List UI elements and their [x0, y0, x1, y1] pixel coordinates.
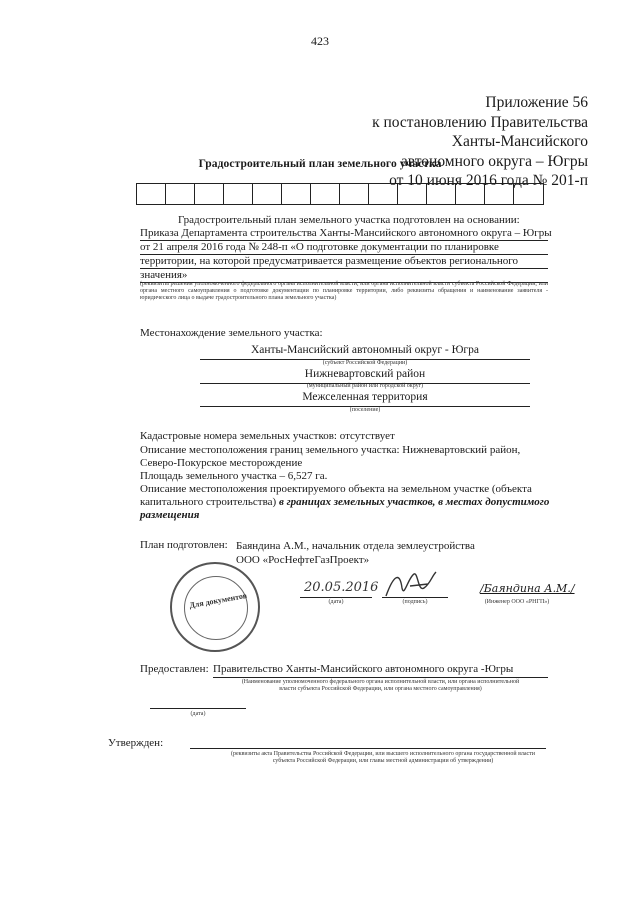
plot-area: Площадь земельного участка – 6,527 га. [140, 470, 328, 482]
approved-line [190, 748, 546, 749]
presented-label: Предоставлен: [140, 663, 209, 675]
number-cell [311, 184, 340, 204]
location-label: Местонахождение земельного участка: [140, 327, 323, 339]
approved-caption: (реквизиты акта Правительства Российской Федерации, или высшего исполнительного органа государственной власти [230, 751, 536, 757]
page-number: 423 [311, 34, 329, 48]
basis-line: Приказа Департамента строительства Ханты-Мансийского автономного округа – Югры [140, 227, 552, 239]
number-cell [398, 184, 427, 204]
plan-number-cells [136, 183, 544, 205]
appendix-line: Ханты-Мансийского [451, 133, 588, 150]
appendix-line: от 10 июня 2016 года № 201-п [389, 172, 588, 189]
presented-caption: (Наименование уполномоченного федерального органа исполнительной власти, или органа исполнительной [241, 679, 520, 685]
handwritten-date: 20.05.2016 [304, 580, 379, 595]
approved-label: Утвержден: [108, 737, 164, 749]
basis-line: от 21 апреля 2016 года № 248-п «О подготовке документации по планировке [140, 240, 548, 255]
signer-name: /Баяндина А.М./ [480, 582, 575, 595]
number-cell [485, 184, 514, 204]
object-description-emphasis-end: размещения [140, 509, 200, 521]
signature-caption: (подпись) [402, 599, 428, 605]
location-settlement: Межселенная территория [200, 391, 530, 407]
basis-intro: Градостроительный план земельного участка подготовлен на основании: [178, 214, 520, 226]
number-cell [282, 184, 311, 204]
date-line [300, 597, 372, 598]
number-cell [427, 184, 456, 204]
location-settlement-caption: (поселение) [349, 407, 381, 413]
document-title: Градостроительный план земельного участка [198, 158, 442, 170]
location-district-caption: (муниципальный район или городской округ) [306, 383, 424, 389]
location-district: Нижневартовский район [200, 368, 530, 384]
date-caption: (дата) [328, 599, 344, 605]
appendix-line: Приложение 56 [485, 94, 588, 111]
signature-line [382, 597, 448, 598]
appendix-line: к постановлению Правительства [372, 113, 588, 131]
company-seal [170, 562, 260, 652]
number-cell [253, 184, 282, 204]
cadastral-numbers: Кадастровые номера земельных участков: отсутствует [140, 430, 395, 442]
appendix-line: автономного округа – Югры [400, 152, 588, 170]
number-cell [224, 184, 253, 204]
basis-line: территории, на которой предусматривается размещение объектов регионального [140, 254, 548, 269]
basis-line: значения» [140, 268, 548, 283]
number-cell [137, 184, 166, 204]
number-cell [369, 184, 398, 204]
object-description-cont [140, 496, 549, 510]
basis-caption: (реквизиты решения уполномоченного федерального органа исполнительной власти, или органа исполнительной власти субъекта Российской Федерации, или органа местного самоуправления о подготовке документации по планировке территории, либо реквизиты обращения и наименование заявителя - юридического лица о выдаче градостроительного плана земельного участка) [140, 281, 548, 301]
location-subject-caption: (субъект Российской Федерации) [322, 360, 408, 366]
prepared-by [236, 539, 475, 567]
number-cell [166, 184, 195, 204]
presented-date-line [150, 708, 246, 709]
prepared-person: Баяндина А.М., начальник отдела землеустройства [236, 540, 475, 552]
presented-caption-cont: власти субъекта Российской Федерации, или органа местного самоуправления) [279, 686, 482, 692]
boundaries-description: Описание местоположения границ земельного участка: Нижневартовский район, [140, 444, 521, 456]
object-description-emphasis: в границах земельных участков, в местах допустимого [278, 496, 550, 508]
signer-caption: (Инженер ООО «РНГП») [484, 599, 550, 605]
presented-date-caption: (дата) [190, 711, 206, 717]
number-cell [514, 184, 543, 204]
presented-to: Правительство Ханты-Мансийского автономного округа -Югры [213, 663, 548, 678]
seal-text: Для документов [188, 591, 248, 610]
object-description-plain: капитального строительства) [140, 496, 277, 508]
boundaries-description-cont: Северо-Покурское месторождение [140, 457, 303, 469]
object-description: Описание местоположения проектируемого объекта на земельном участке (объекта [140, 483, 532, 495]
prepared-label: План подготовлен: [140, 539, 228, 551]
number-cell [195, 184, 224, 204]
approved-caption-cont: субъекта Российской Федерации, или главы местной администрации об утверждении) [272, 758, 494, 764]
location-subject: Ханты-Мансийский автономный округ - Югра [200, 344, 530, 360]
prepared-org: ООО «РосНефтеГазПроект» [236, 554, 370, 566]
number-cell [456, 184, 485, 204]
appendix-block [372, 93, 588, 191]
number-cell [340, 184, 369, 204]
